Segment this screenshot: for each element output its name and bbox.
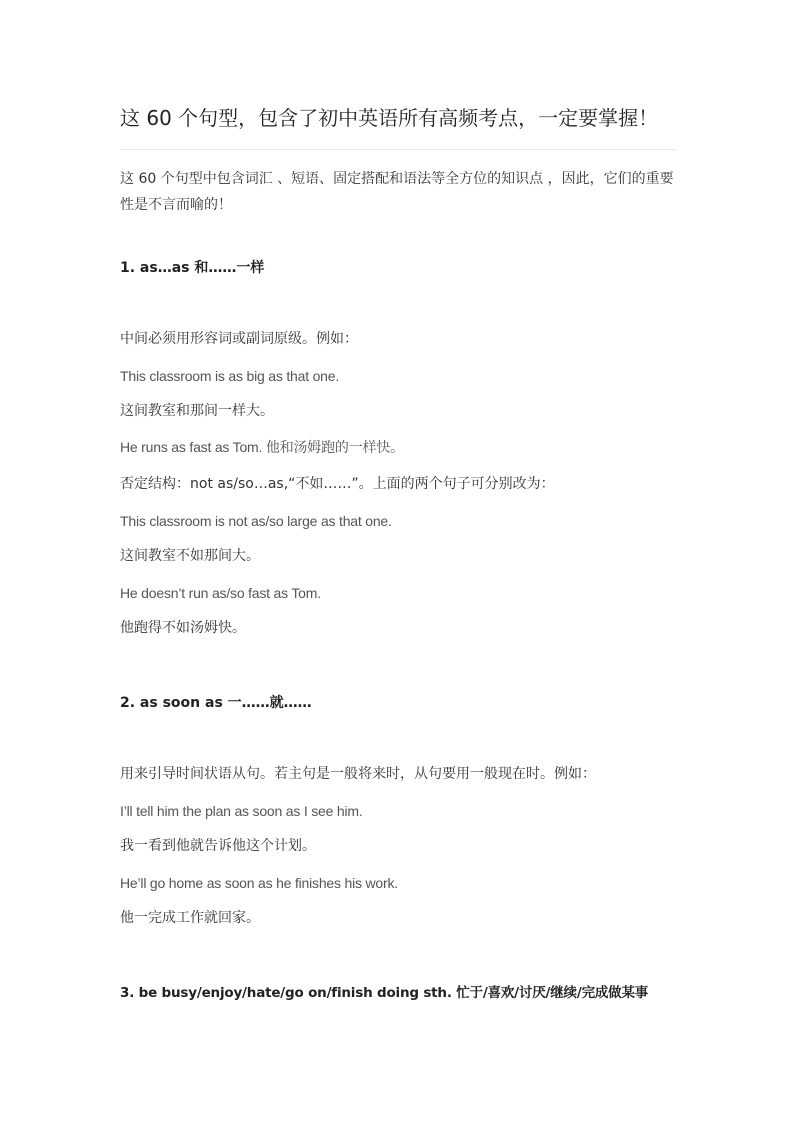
section-1-line-5: 否定结构：not as/so…as,“不如……”。上面的两个句子可分别改为：	[120, 476, 555, 492]
section-2-line-5: 他一完成工作就回家。	[120, 910, 260, 926]
section-1-line-9: 他跑得不如汤姆快。	[120, 620, 246, 636]
section-2-line-4: He’ll go home as soon as he finishes his work.	[120, 875, 398, 891]
section-1-line-4: He runs as fast as Tom. 他和汤姆跑的一样快。	[120, 439, 404, 455]
section-2-heading: 2. as soon as 一……就……	[120, 695, 312, 711]
title-divider	[120, 149, 676, 150]
section-2-line-3: 我一看到他就告诉他这个计划。	[120, 838, 316, 854]
intro-paragraph: 这 60 个句型中包含词汇 、短语、固定搭配和语法等全方位的知识点 ，因此，它们的重要性是不言而喻的！	[120, 171, 674, 213]
section-1-line-6: This classroom is not as/so large as that one.	[120, 513, 392, 529]
section-3-heading: 3. be busy/enjoy/hate/go on/finish doing sth. 忙于/喜欢/讨厌/继续/完成做某事	[120, 985, 649, 1001]
section-1-line-8: He doesn’t run as/so fast as Tom.	[120, 585, 321, 601]
section-2-line-2: I’ll tell him the plan as soon as I see him.	[120, 803, 363, 819]
section-1-line-3: 这间教室和那间一样大。	[120, 403, 274, 419]
page-title: 这 60 个句型，包含了初中英语所有高频考点，一定要掌握！	[120, 106, 659, 130]
section-1-line-7: 这间教室不如那间大。	[120, 548, 260, 564]
section-2-line-1: 用来引导时间状语从句。若主句是一般将来时，从句要用一般现在时。例如：	[120, 766, 596, 782]
section-1-line-1: 中间必须用形容词或副词原级。例如：	[120, 331, 358, 347]
section-1-heading: 1. as…as 和……一样	[120, 260, 265, 276]
section-1-line-2: This classroom is as big as that one.	[120, 368, 340, 384]
